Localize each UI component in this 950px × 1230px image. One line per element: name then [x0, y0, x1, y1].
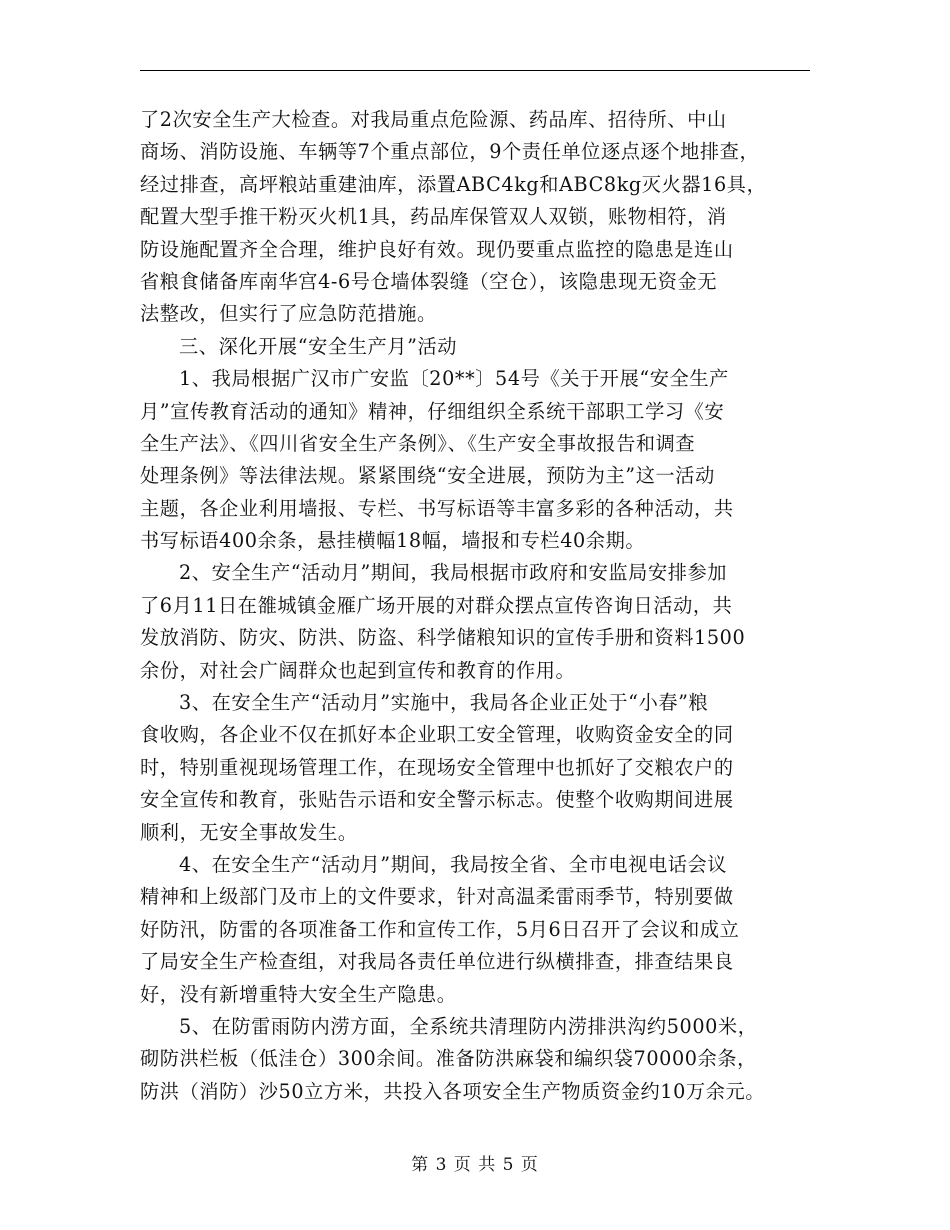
- paragraph-item-4: [140, 849, 812, 1011]
- paragraph-inspection-continued: [140, 104, 812, 331]
- text-line: 月”宣传教育活动的通知》精神，仔细组织全系统干部职工学习《安: [140, 399, 725, 423]
- text-line: 5、在防雷雨防内涝方面，全系统共清理防内涝排洪沟约5000米，: [179, 1014, 758, 1038]
- text-line: 3、在安全生产“活动月”实施中，我局各企业正处于“小春”粮: [179, 691, 709, 715]
- page-number-footer: 第 3 页 共 5 页: [411, 1155, 539, 1175]
- section-heading-text: 三、深化开展“安全生产月”活动: [179, 334, 458, 358]
- paragraph-item-2: [140, 557, 812, 687]
- text-line: 法整改，但实行了应急防范措施。: [140, 302, 437, 326]
- text-line: 防洪（消防）沙50立方米，共投入各项安全生产物质资金约10万余元。: [140, 1079, 766, 1103]
- text-line: 书写标语400余条，悬挂横幅18幅，墙报和专栏40余期。: [140, 529, 646, 553]
- text-line: 好防汛，防雷的各项准备工作和宣传工作，5月6日召开了会议和成立: [140, 917, 740, 941]
- paragraph-item-3: [140, 687, 812, 849]
- text-line: 配置大型手推干粉灭火机1具，药品库保管双人双锁，账物相符，消: [140, 205, 727, 229]
- text-line: 安全宣传和教育，张贴告示语和安全警示标志。使整个收购期间进展: [140, 788, 734, 812]
- text-line: 防设施配置齐全合理，维护良好有效。现仍要重点监控的隐患是连山: [140, 237, 734, 261]
- text-line: 时，特别重视现场管理工作，在现场安全管理中也抓好了交粮农户的: [140, 755, 734, 779]
- paragraph-item-1: [140, 363, 812, 557]
- text-line: 好，没有新增重特大安全生产隐患。: [140, 982, 457, 1006]
- text-line: 全生产法》、《四川省安全生产条例》、《生产安全事故报告和调查: [140, 431, 696, 455]
- document-body: [140, 104, 812, 1108]
- text-line: 了6月11日在雒城镇金雁广场开展的对群众摆点宣传咨询日活动，共: [140, 593, 733, 617]
- text-line: 2、安全生产“活动月”期间，我局根据市政府和安监局安排参加: [179, 561, 728, 585]
- text-line: 处理条例》等法律法规。紧紧围绕“安全进展，预防为主”这一活动: [140, 464, 715, 488]
- text-line: 余份，对社会广阔群众也起到宣传和教育的作用。: [140, 658, 576, 682]
- text-line: 发放消防、防灾、防洪、防盗、科学储粮知识的宣传手册和资料1500: [140, 626, 746, 650]
- text-line: 经过排查，高坪粮站重建油库，添置ABC4kg和ABC8kg灭火器16具，: [140, 172, 767, 196]
- text-line: 1、我局根据广汉市广安监〔20**〕54号《关于开展“安全生产: [179, 367, 729, 391]
- text-line: 了局安全生产检查组，对我局各责任单位进行纵横排查，排查结果良: [140, 950, 734, 974]
- text-line: 顺利，无安全事故发生。: [140, 820, 358, 844]
- text-line: 精神和上级部门及市上的文件要求，针对高温柔雷雨季节，特别要做: [140, 885, 734, 909]
- paragraph-item-5: [140, 1011, 812, 1108]
- text-line: 了2次安全生产大检查。对我局重点危险源、药品库、招待所、中山: [140, 108, 727, 131]
- text-line: 省粮食储备库南华宫4-6号仓墙体裂缝（空仓），该隐患现无资金无: [140, 269, 718, 293]
- text-line: 主题，各企业利用墙报、专栏、书写标语等丰富多彩的各种活动，共: [140, 496, 734, 520]
- header-rule: [140, 70, 810, 71]
- text-line: 商场、消防设施、车辆等7个重点部位，9个责任单位逐点逐个地排查，: [140, 140, 760, 164]
- text-line: 砌防洪栏板（低洼仓）300余间。准备防洪麻袋和编织袋70000余条，: [140, 1047, 757, 1071]
- section-heading-3: [140, 331, 812, 363]
- text-line: 食收购，各企业不仅在抓好本企业职工安全管理，收购资金安全的同: [140, 723, 734, 747]
- text-line: 4、在安全生产“活动月”期间，我局按全省、全市电视电话会议: [179, 852, 728, 876]
